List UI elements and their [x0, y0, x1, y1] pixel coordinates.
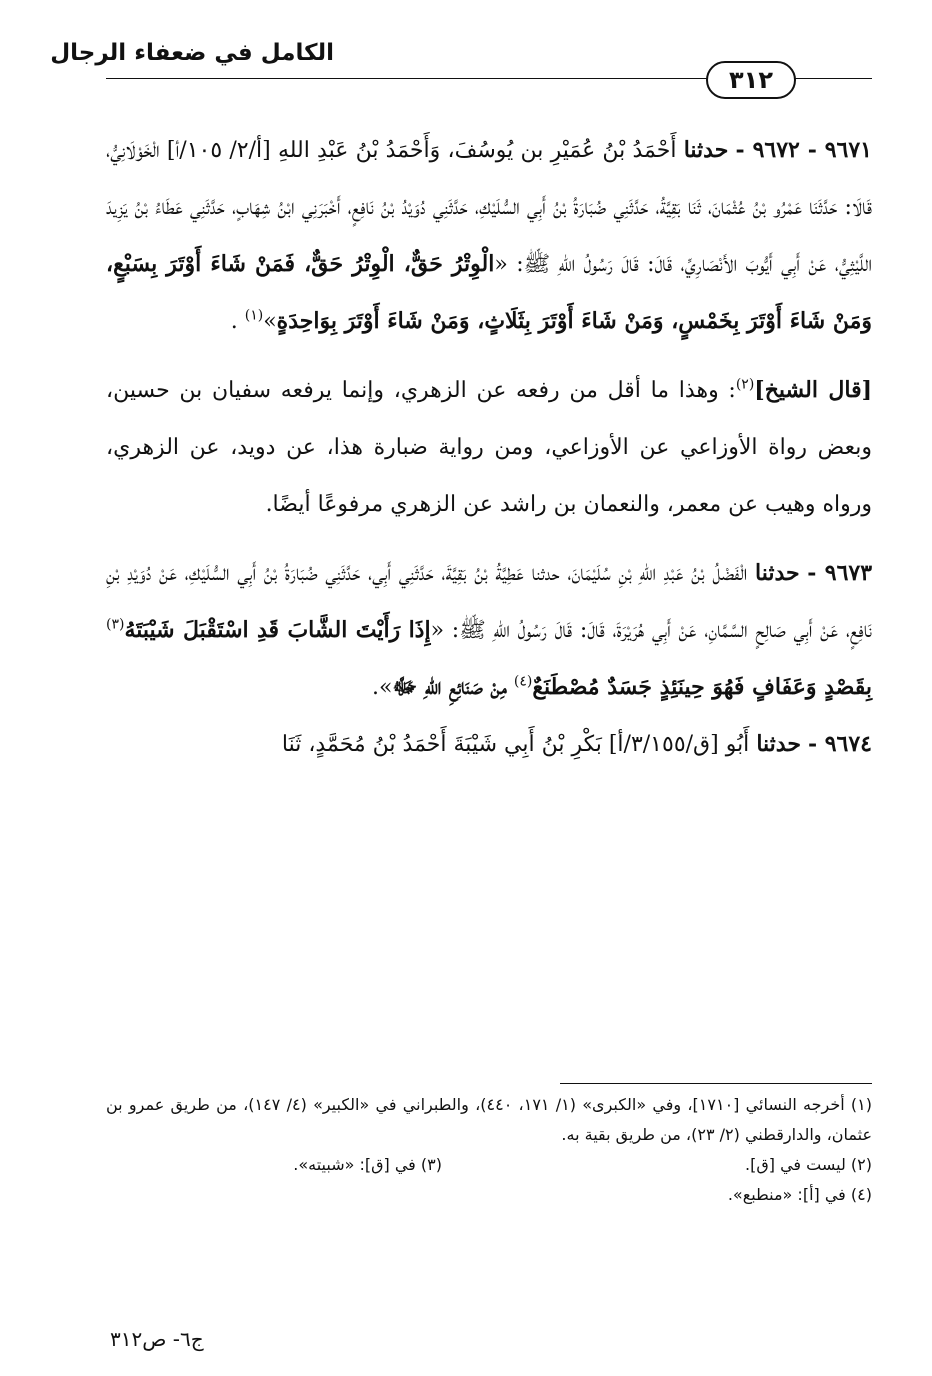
hadith-text: الْوِتْرُ حَقٌّ، الْوِتْرُ حَقٌّ، فَمَنْ شَاءَ أَوْتَرَ بِسَبْعٍ، وَمَنْ شَاءَ أَوْتَرَ بِخَمْسٍ، وَمَنْ شَاءَ أَوْتَرَ بِثَلَاثٍ، وَمَنْ شَاءَ أَوْتَرَ بِوَاحِدَةٍ [106, 251, 872, 334]
footnote-rule [560, 1083, 872, 1084]
hadith-entry-9671 [106, 122, 872, 350]
footnote-1: (١) أخرجه النسائي [١٧١٠]، وفي «الكبرى» (١/ ١٧١، ٤٤٠)، والطبراني في «الكبير» (٤/ ١٤٧)، من طريق عمرو بن عثمان، والدارقطني (٢/ ٢٣)، من طريق بقية به. [106, 1095, 872, 1144]
footnote-ref[interactable]: (٤) [513, 673, 533, 690]
hadith-entry-9673 [106, 545, 872, 716]
footnote-ref[interactable]: (١) [244, 307, 264, 324]
isnad-text: أَبُو [ق/٣/١٥٥/أ] بَكْرِ بْنُ أَبِي شَيْبَةَ أَحْمَدُ بْنُ مُحَمَّدٍ، ثَنَا [281, 732, 750, 757]
footnote-ref[interactable]: (٢) [735, 376, 755, 393]
footnotes [106, 1090, 872, 1210]
narration-lead: حدثنا [754, 560, 800, 586]
period: . [230, 309, 238, 334]
entry-number: ٩٦٧٤ - [807, 731, 872, 757]
quote-close: » [263, 309, 277, 334]
footnote-2: (٢) ليست في [ق]. [745, 1155, 872, 1174]
isnad-text: أَحْمَدُ بْنُ عُمَيْرِ بن يُوسُفَ، وَأَحْمَدُ بْنُ عَبْدِ اللهِ [أ/٢/ ١٠٥/أ] الْخَوْلَانِيُّ، قَالَا: حَدَّثَنَا عَمْرُو بْنُ عُثْمَانَ، ثَنَا بَقِيَّةُ، حَدَّثَنِي ضُبَارَةُ بْنُ أَبِي السُّلَيْكِ، حَدَّثَنِي دُوَيْدُ بْنُ نَافِعٍ، أَخْبَرَنِي ابْنُ شِهَابٍ، حَدَّثَنِي عَطَاءُ بْنُ يَزِيدَ اللَّيْثِيُّ، عَنْ أَبِي أَيُّوبَ الأَنْصَارِيِّ، قَالَ: قَالَ رَسُولُ اللهِ ﷺ: « [106, 138, 872, 277]
hadith-text: بِقَصْدٍ وَعَفَافٍ فَهُوَ حِينَئِذٍ جَسَدٌ مُصْطَنَعٌ [532, 674, 872, 700]
page-number-badge: ٣١٢ [706, 61, 796, 99]
entry-number: ٩٦٧١ - ٩٦٧٢ - [735, 137, 872, 163]
volume-page-signature: ج٦- ص٣١٢ [110, 1327, 204, 1351]
hadith-text: إِذَا رَأَيْتَ الشَّابَ قَدِ اسْتَقْبَلَ شَيْبَتَهُ [124, 617, 431, 643]
sheikh-comment [106, 362, 872, 533]
footnote-3: (٣) في [ق]: «شبيته». [293, 1155, 442, 1174]
entry-number: ٩٦٧٣ - [807, 560, 873, 586]
narration-lead: حدثنا [683, 137, 729, 163]
comment-text: : وهذا ما أقل من رفعه عن الزهري، وإنما يرفعه سفيان بن حسين، وبعض رواة الأوزاعي عن الأوزاعي، ومن رواية ضبارة هذا، عن دويد، عن الزهري، ورواه وهيب عن معمر، والنعمان بن راشد عن الزهري مرفوعًا أيضًا. [106, 378, 872, 517]
footnote-ref[interactable]: (٣) [106, 616, 125, 633]
narration-lead: حدثنا [756, 731, 801, 757]
running-head-title: الكامل في ضعفاء الرجال [50, 40, 334, 66]
hadith-text: مِنْ صَنَائِعِ اللهِ ﷻ [392, 674, 507, 700]
footnote-row [106, 1150, 872, 1180]
hadith-entry-9674 [106, 716, 872, 773]
sheikh-label: [قال الشيخ] [754, 377, 872, 403]
footnote-4: (٤) في [أ]: «منطبع». [727, 1185, 872, 1204]
main-text [106, 122, 872, 773]
isnad-text: الْفَضْلُ بْنُ عَبْدِ اللهِ بْنِ سُلَيْمَانَ، حدثنا عَطِيَّةُ بْنُ بَقِيَّةَ، حَدَّثَنِي أَبِي، حَدَّثَنِي ضُبَارَةُ بْنُ أَبِي السُّلَيْكِ، عَنْ دُوَيْدِ بْنِ نَافِعٍ، عَنْ أَبِي صَالِحٍ السَّمَّانِ، عَنْ أَبِي هُرَيْرَةَ، قَالَ: قَالَ رَسُولُ اللهِ ﷺ: « [106, 561, 872, 643]
quote-close: ». [371, 675, 393, 700]
